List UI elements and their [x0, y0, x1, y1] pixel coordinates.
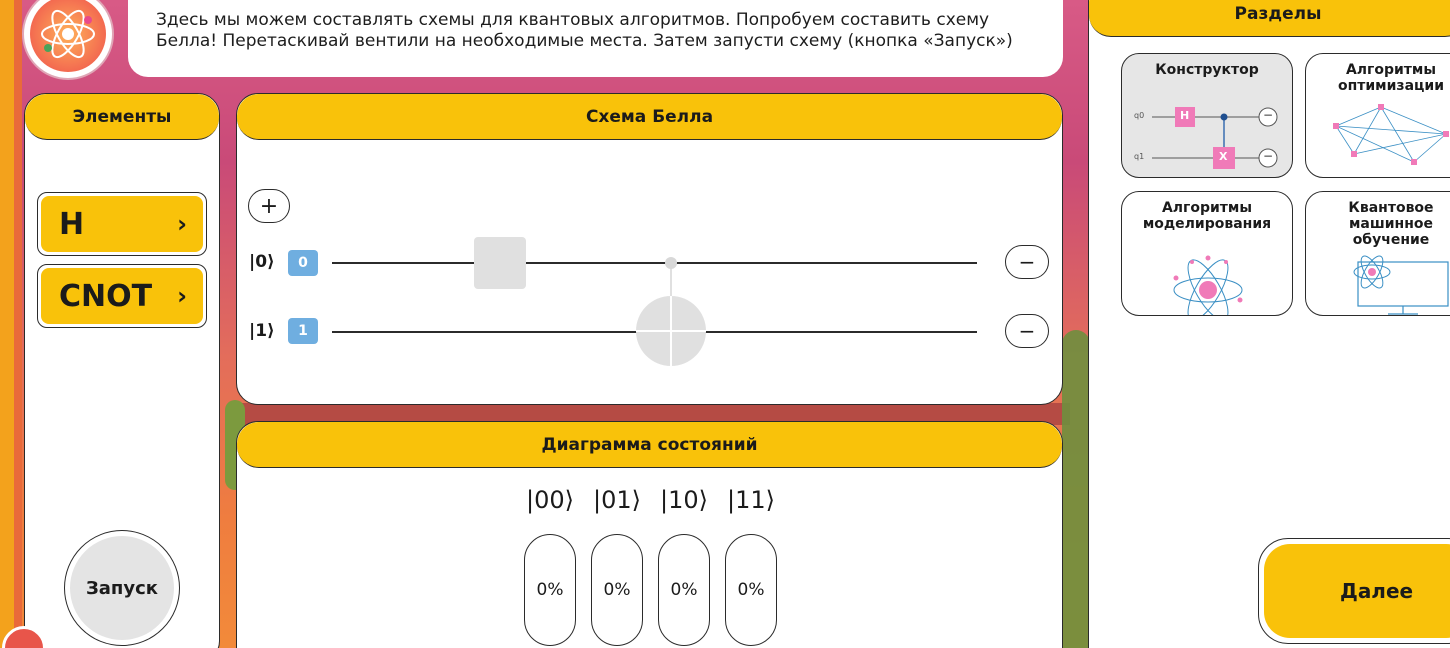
section-card-constructor[interactable] [1121, 53, 1293, 178]
graph-network-icon [1306, 54, 1450, 178]
state-diagram-title: Диаграмма состояний [237, 422, 1062, 468]
gate-cnot-button[interactable] [37, 264, 207, 328]
sections-panel-title: Разделы [1089, 0, 1450, 37]
state-01-value: 0% [591, 534, 643, 646]
qubit-0-badge: 0 [288, 250, 318, 276]
background-stripe [0, 0, 14, 648]
section-card-title: Квантовое машинное обучение [1348, 200, 1434, 248]
message-line-2: Белла! Перетаскивай вентили на необходимые места. Затем запусти схему (кнопка «Запуск») [156, 31, 1013, 51]
section-card-title: Алгоритмы оптимизации [1337, 62, 1445, 94]
state-00-ket: |00⟩ [526, 486, 574, 514]
chevron-right-icon: › [177, 282, 187, 310]
preview-q1-label: q1 [1134, 152, 1145, 161]
remove-qubit-1-button[interactable]: − [1005, 314, 1049, 348]
circuit-panel [236, 93, 1063, 405]
qubit-1-ket: |1⟩ [249, 321, 275, 341]
section-card-optimization[interactable] [1305, 53, 1450, 178]
qubit-0-ket: |0⟩ [249, 252, 275, 272]
background-cactus [1062, 330, 1090, 648]
run-button-label: Запуск [70, 536, 174, 640]
gate-cnot-label: CNOT [59, 278, 153, 314]
mascot-avatar [24, 0, 112, 78]
remove-qubit-0-button[interactable]: − [1005, 245, 1049, 279]
background-stripe-inner [14, 0, 22, 648]
atom-icon [1122, 192, 1293, 316]
cnot-target-drop-slot[interactable] [636, 296, 706, 366]
add-qubit-button[interactable]: + [248, 189, 290, 223]
preview-minus-label: − [1263, 149, 1274, 163]
run-button[interactable] [64, 530, 180, 646]
message-line-1: Здесь мы можем составлять схемы для квантовых алгоритмов. Попробуем составить схему [156, 10, 990, 30]
state-11-ket: |11⟩ [727, 486, 775, 514]
section-card-title: Конструктор [1155, 62, 1259, 78]
next-button-label: Далее [1264, 544, 1450, 638]
gate-h-label: H [59, 206, 85, 242]
gate-h-button[interactable] [37, 192, 207, 256]
state-01-ket: |01⟩ [593, 486, 641, 514]
qubit-1-badge: 1 [288, 318, 318, 344]
preview-x-label: X [1219, 150, 1228, 163]
chevron-right-icon: › [177, 210, 187, 238]
state-00-value: 0% [524, 534, 576, 646]
elements-panel [24, 93, 220, 648]
state-11-value: 0% [725, 534, 777, 646]
atom-logo-icon [30, 0, 106, 72]
circuit-panel-title: Схема Белла [237, 94, 1062, 140]
instruction-message [128, 0, 1063, 77]
section-card-modeling[interactable] [1121, 191, 1293, 316]
preview-minus-label: − [1263, 108, 1274, 122]
state-10-value: 0% [658, 534, 710, 646]
state-diagram-panel [236, 421, 1063, 648]
preview-q0-label: q0 [1134, 111, 1145, 120]
elements-panel-title: Элементы [25, 94, 219, 140]
next-button[interactable] [1258, 538, 1450, 644]
preview-h-label: H [1180, 109, 1190, 122]
section-card-title: Алгоритмы моделирования [1142, 200, 1272, 232]
cnot-control-slot[interactable] [665, 257, 677, 269]
section-card-quantum-ml[interactable] [1305, 191, 1450, 316]
qubit-0-wire [332, 262, 977, 264]
state-10-ket: |10⟩ [660, 486, 708, 514]
monitor-atom-icon [1306, 192, 1450, 316]
h-gate-drop-slot[interactable] [474, 237, 526, 289]
